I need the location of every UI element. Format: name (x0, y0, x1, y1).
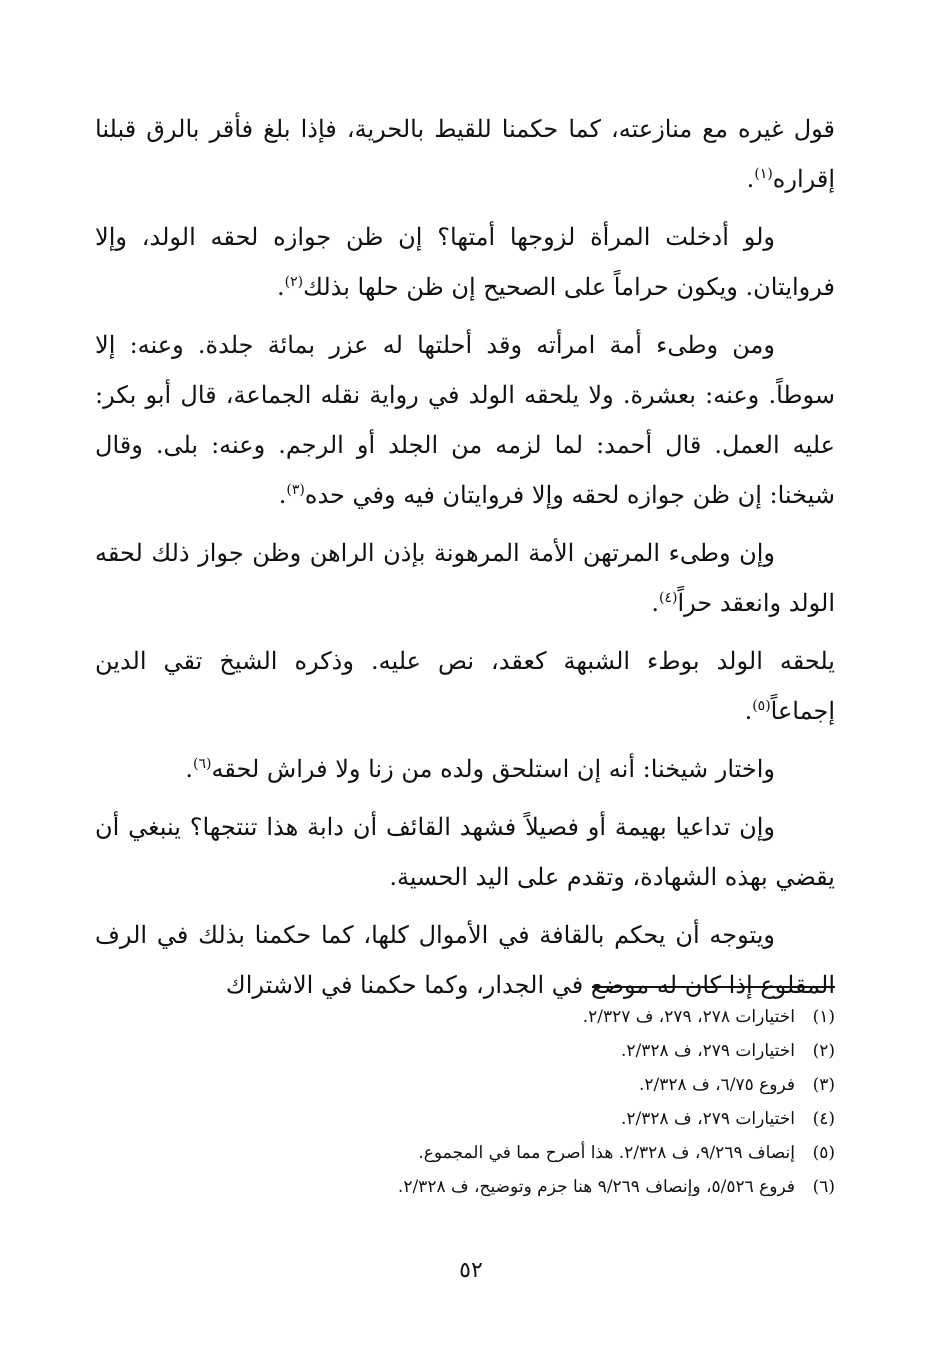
footnote-2 (95, 1034, 835, 1068)
footnotes (95, 1000, 835, 1204)
footnote-ref-3[interactable]: (٣) (286, 482, 305, 498)
footnote-6 (95, 1170, 835, 1204)
paragraph-3: ومن وطىء أمة امرأته وقد أحلتها له عزر بمائة جلدة. وعنه: إلا سوطاً. وعنه: بعشرة. ولا يلحقه الولد في رواية نقله الجماعة، قال أبو بكر: عليه العمل. قال أحمد: لما لزمه من الجلد أو الرجم. وعنه: بلى. وقال شيخنا: إن ظن جوازه لحقه وإلا فروايتان فيه وفي حده$^{(٣)}$. (95, 331, 835, 509)
footnote-text: فروع ٥/٥٢٦، وإنصاف ٩/٢٦٩ هنا جزم وتوضيح، ف ٢/٣٢٨. (397, 1177, 795, 1197)
footnote-ref-4[interactable]: (٤) (658, 590, 678, 606)
footnote-ref-6[interactable]: (٦) (192, 756, 212, 772)
main-text (95, 104, 835, 1018)
footnote-3 (95, 1068, 835, 1102)
paragraph-7: وإن تداعيا بهيمة أو فصيلاً فشهد القائف أن دابة هذا تنتجها؟ ينبغي أن يقضي بهذه الشهادة، وتقدم على اليد الحسية. (95, 813, 835, 891)
footnote-text: اختيارات ٢٧٨، ٢٧٩، ف ٢/٣٢٧. (582, 1007, 795, 1027)
footnote-text: إنصاف ٩/٢٦٩، ف ٢/٣٢٨. هذا أصرح مما في المجموع. (418, 1143, 795, 1163)
footnote-number: (٣) (812, 1075, 835, 1095)
footnote-text: اختيارات ٢٧٩، ف ٢/٣٢٨. (620, 1109, 795, 1129)
footnote-number: (٥) (812, 1143, 835, 1163)
footnote-ref-1[interactable]: (١) (754, 166, 773, 182)
footnote-number: (١) (812, 1007, 835, 1027)
footnote-ref-2[interactable]: (٢) (284, 274, 304, 290)
footnote-number: (٦) (812, 1177, 835, 1197)
footnote-4 (95, 1102, 835, 1136)
footnote-number: (٤) (812, 1109, 835, 1129)
footnote-number: (٢) (812, 1041, 835, 1061)
footnote-ref-5[interactable]: (٥) (752, 698, 771, 714)
footnote-divider (592, 986, 835, 988)
paragraph-1: قول غيره مع منازعته، كما حكمنا للقيط بالحرية، فإذا بلغ فأقر بالرق قبلنا إقراره$^{(١)}$. (95, 115, 835, 193)
paragraph-8: ويتوجه أن يحكم بالقافة في الأموال كلها، كما حكمنا بذلك في الرف المقلوع إذا كان له موضع في الجدار، وكما حكمنا في الاشتراك (95, 921, 835, 999)
paragraph-2: ولو أدخلت المرأة لزوجها أمتها؟ إن ظن جوازه لحقه الولد، وإلا فروايتان. ويكون حراماً على الصحيح إن ظن حلها بذلك$^{(٢)}$. (95, 223, 835, 301)
footnote-text: فروع ٦/٧٥، ف ٢/٣٢٨. (639, 1075, 795, 1095)
paragraph-6: واختار شيخنا: أنه إن استلحق ولده من زنا ولا فراش لحقه$^{(٦)}$. (185, 755, 775, 783)
footnote-1 (95, 1000, 835, 1034)
footnote-5 (95, 1136, 835, 1170)
paragraph-4: وإن وطىء المرتهن الأمة المرهونة بإذن الراهن وظن جواز ذلك لحقه الولد وانعقد حراً$^{(٤)}$. (95, 539, 835, 617)
paragraph-5: يلحقه الولد بوطء الشبهة كعقد، نص عليه. وذكره الشيخ تقي الدين إجماعاً$^{(٥)}$. (95, 647, 835, 725)
footnote-text: اختيارات ٢٧٩، ف ٢/٣٢٨. (620, 1041, 795, 1061)
page-number: ٥٢ (459, 1258, 483, 1283)
